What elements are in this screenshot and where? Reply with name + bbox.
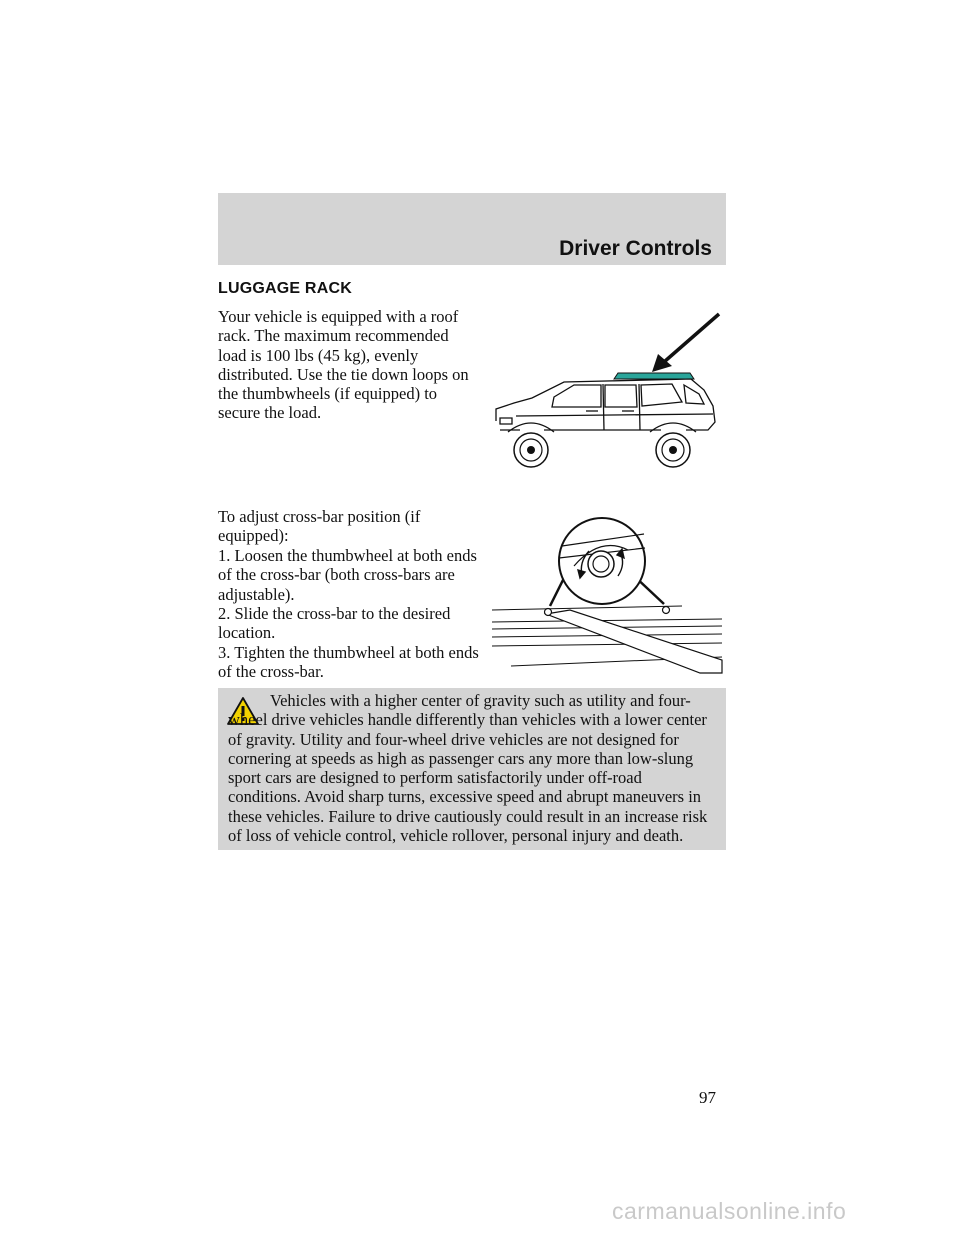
adjust-intro: To adjust cross-bar position (if equipped):	[218, 507, 421, 546]
step-1: 1. Loosen the thumbwheel at both ends of the cross-bar (both cross-bars are adjustable).	[218, 546, 477, 604]
page-number: 97	[699, 1088, 716, 1107]
warning-text: Vehicles with a higher center of gravity such as utility and four-wheel drive vehicles handle differently than vehicles with a lower center of gravity. Utility and four-wheel drive vehicles are not designed for cornering at speeds as high as passenger cars any more than low-slung sport cars are designed to perform satisfactorily under off-road conditions. Avoid sharp turns, excessive speed and abrupt maneuvers in these vehicles. Failure to drive cautiously could result in an increase risk of loss of vehicle control, vehicle rollover, personal injury and death.	[228, 691, 708, 846]
step-3: 3. Tighten the thumbwheel at both ends of the cross-bar.	[218, 643, 479, 682]
intro-paragraph: Your vehicle is equipped with a roof rack. The maximum recommended load is 100 lbs (45 kg), evenly distributed. Use the tie down loops on the thumbwheels (if equipped) to secure the load.	[218, 307, 469, 423]
step-2: 2. Slide the cross-bar to the desired location.	[218, 604, 451, 643]
thumbwheel-detail-circle	[559, 518, 645, 604]
section-heading: LUGGAGE RACK	[218, 280, 352, 297]
chapter-title: Driver Controls	[559, 237, 712, 260]
cross-bar-thumbwheel-illustration	[486, 506, 726, 676]
roof-rack	[614, 373, 694, 379]
vehicle-roof-rack-illustration	[486, 306, 726, 476]
watermark: carmanualsonline.info	[612, 1198, 847, 1224]
arrow-icon	[652, 314, 719, 372]
warning-box	[218, 688, 726, 850]
suv-body	[496, 379, 715, 430]
chapter-header	[218, 193, 726, 265]
